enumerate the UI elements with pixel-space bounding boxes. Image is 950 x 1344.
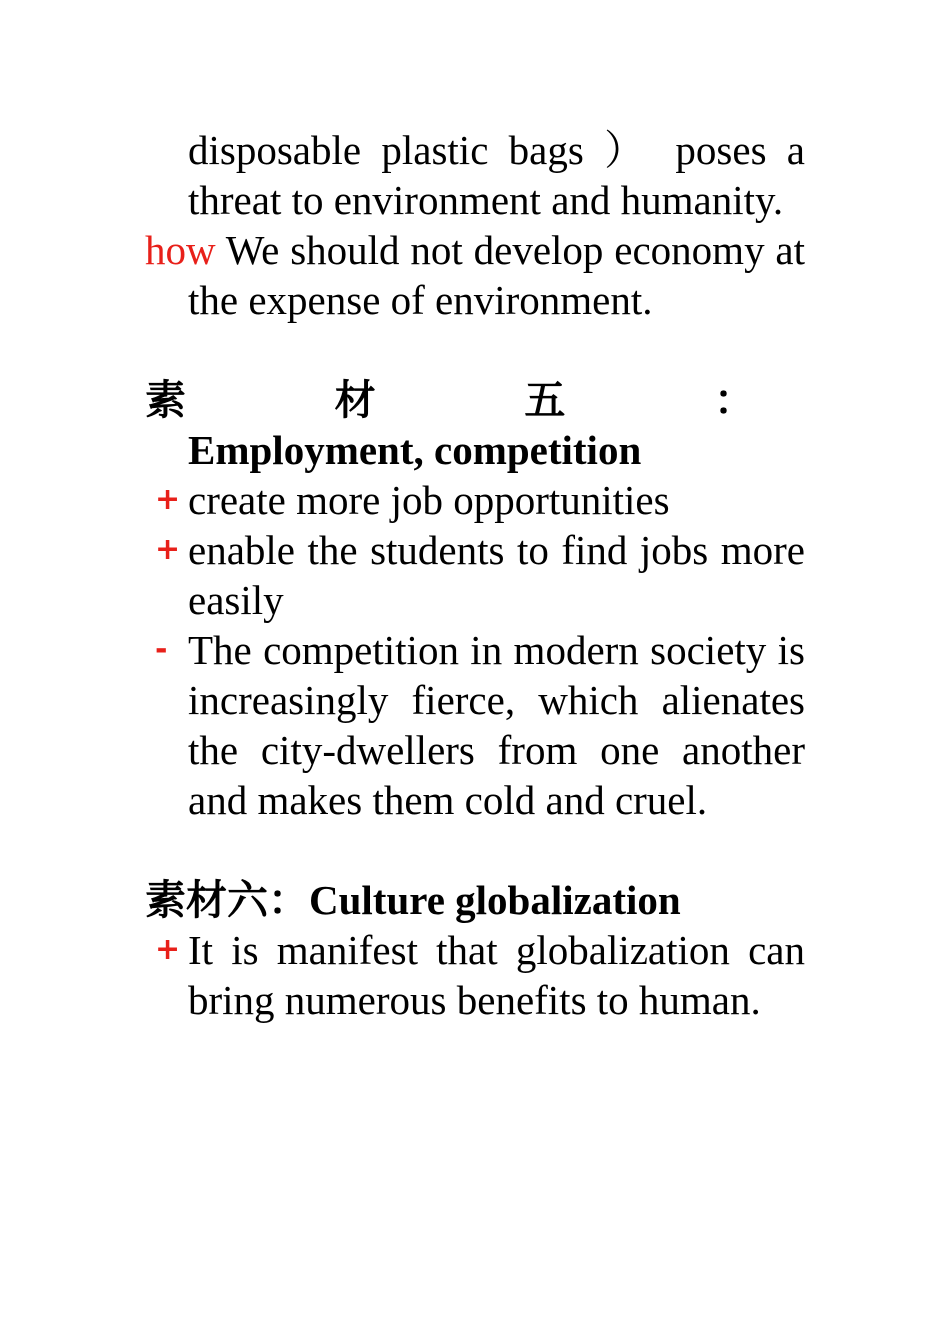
spacer — [145, 325, 805, 375]
how-paragraph — [145, 225, 805, 325]
section5-heading — [145, 375, 805, 475]
list-item — [145, 925, 805, 1025]
how-text: We should not develop economy at the expense of environment. — [188, 227, 806, 323]
how-label: how — [145, 227, 216, 273]
list-item-text: enable the students to find jobs more easily — [188, 527, 805, 623]
plus-marker: + — [155, 932, 181, 967]
list-item — [145, 625, 805, 825]
section5-heading-en: Employment, competition — [188, 427, 642, 473]
minus-marker: - — [155, 632, 168, 667]
section6-heading — [145, 875, 805, 925]
spacer — [145, 825, 805, 875]
list-item-text: It is manifest that globalization can bring numerous benefits to human. — [188, 927, 805, 1023]
section5-list — [145, 475, 805, 825]
section5-heading-cn: 素 材 五 ： — [145, 376, 805, 424]
section6-list — [145, 925, 805, 1025]
section6-heading-cn: 素材六： — [145, 876, 309, 924]
list-item-text: create more job opportunities — [188, 477, 670, 523]
document-page — [145, 125, 805, 1025]
list-item — [145, 475, 805, 525]
plus-marker: + — [155, 482, 181, 517]
list-item-text: The competition in modern society is increasingly fierce, which alienates the city-dwellers from one another and makes them cold and cruel. — [188, 627, 805, 823]
list-item — [145, 525, 805, 625]
continuation-paragraph: disposable plastic bags ） poses a threat to environment and humanity. — [188, 127, 805, 223]
section6-heading-en: Culture globalization — [309, 877, 681, 923]
plus-marker: + — [155, 532, 181, 567]
